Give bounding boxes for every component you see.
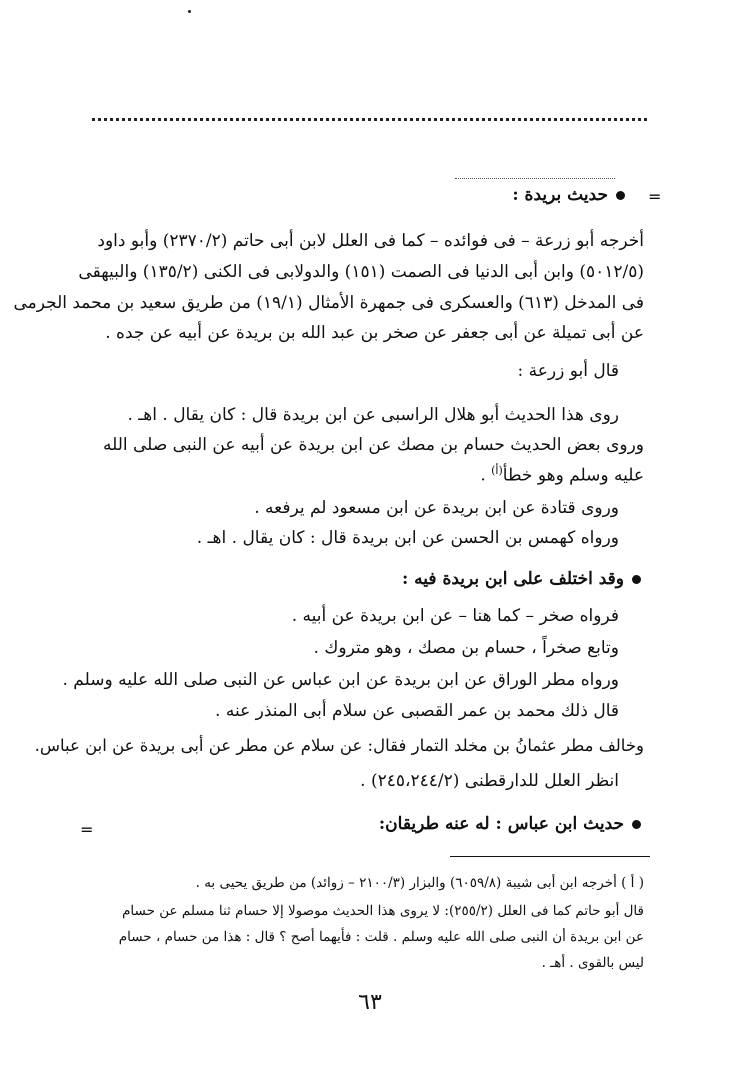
quote-line-3: عليه وسلم وهو خطأ$^{(أ)}$ . [480,464,644,486]
heading-disagreement: وقد اختلف على ابن بريدة فيه : [402,568,641,590]
footnote-line-1: ( أ ) أخرجه ابن أبى شيبة (٦٠٥٩/٨) والبزار (٢١٠٠/٣ – زوائد) من طريق يحيى به . [195,875,644,891]
bullet-icon [632,820,641,829]
dotted-separator [92,108,647,121]
footnote-rule [450,856,650,857]
quote-line-2: وروى بعض الحديث حسام بن مصك عن ابن بريدة عن أبيه عن النبى صلى الله [102,435,644,455]
heading-ibn-abbas: حديث ابن عباس : له عنه طريقان: [379,813,641,835]
thin-dotted-separator [455,176,615,179]
para-2-line-4: قال ذلك محمد بن عمر القصبى عن سلام أبى المنذر عنه . [215,701,619,721]
margin-mark-right: = [648,187,662,206]
para-2-line-3: ورواه مطر الوراق عن ابن بريدة عن ابن عباس عن النبى صلى الله عليه وسلم . [62,670,619,690]
footnote-line-4: ليس بالقوى . أهـ . [541,955,644,971]
bullet-icon [616,191,625,200]
margin-mark-left: = [80,820,94,839]
footnote-line-3: عن ابن بريدة أن النبى صلى الله عليه وسلم . قلت : فأيهما أصح ؟ قال : هذا من حسام ، حسام [118,929,644,945]
para-2-line-6: انظر العلل للدارقطنى (٢٤٥،٢٤٤/٢) . [360,771,619,791]
quote-line-4: وروى قتادة عن ابن بريدة عن ابن مسعود لم يرفعه . [254,498,619,518]
bullet-icon [632,575,641,584]
quote-line-5: ورواه كهمس بن الحسن عن ابن بريدة قال : كان يقال . اهـ . [196,528,619,548]
footnote-line-2: قال أبو حاتم كما فى العلل (٢٥٥/٢): لا يروى هذا الحديث موصولا إلا حسام ثنا مسلم عن حسام [122,903,644,919]
para-2-line-5: وخالف مطر عثمانُ بن مخلد التمار فقال: عن سلام عن مطر عن أبى بريدة عن ابن عباس. [34,736,644,755]
para-1-line-4: عن أبى تميلة عن أبى جعفر عن صخر بن عبد الله بن بريدة عن أبيه عن جده . [105,323,644,343]
abu-zura-label: قال أبو زرعة : [517,361,619,381]
footnote-reference: (أ) [491,464,503,477]
quote-line-1: روى هذا الحديث أبو هلال الراسبى عن ابن بريدة قال : كان يقال . اهـ . [127,405,619,425]
para-1-line-3: فى المدخل (٦١٣) والعسكرى فى جمهرة الأمثال (١٩/١) من طريق سعيد بن محمد الجرمى [13,293,644,313]
para-2-line-1: فرواه صخر – كما هنا – عن ابن بريدة عن أبيه . [291,606,619,626]
para-1-line-1: أخرجه أبو زرعة – فى فوائده – كما فى العلل لابن أبى حاتم (٢٣٧٠/٢) وأبو داود [97,231,644,251]
para-1-line-2: (٥٠١٢/٥) وابن أبى الدنيا فى الصمت (١٥١) والدولابى فى الكنى (١٣٥/٢) والبيهقى [78,262,644,282]
heading-hadith-buraida: حديث بريدة : [512,184,625,206]
para-2-line-2: وتابع صخراً ، حسام بن مصك ، وهو متروك . [313,638,619,658]
ink-speck [188,10,191,13]
page-number: ٦٣ [358,990,382,1015]
